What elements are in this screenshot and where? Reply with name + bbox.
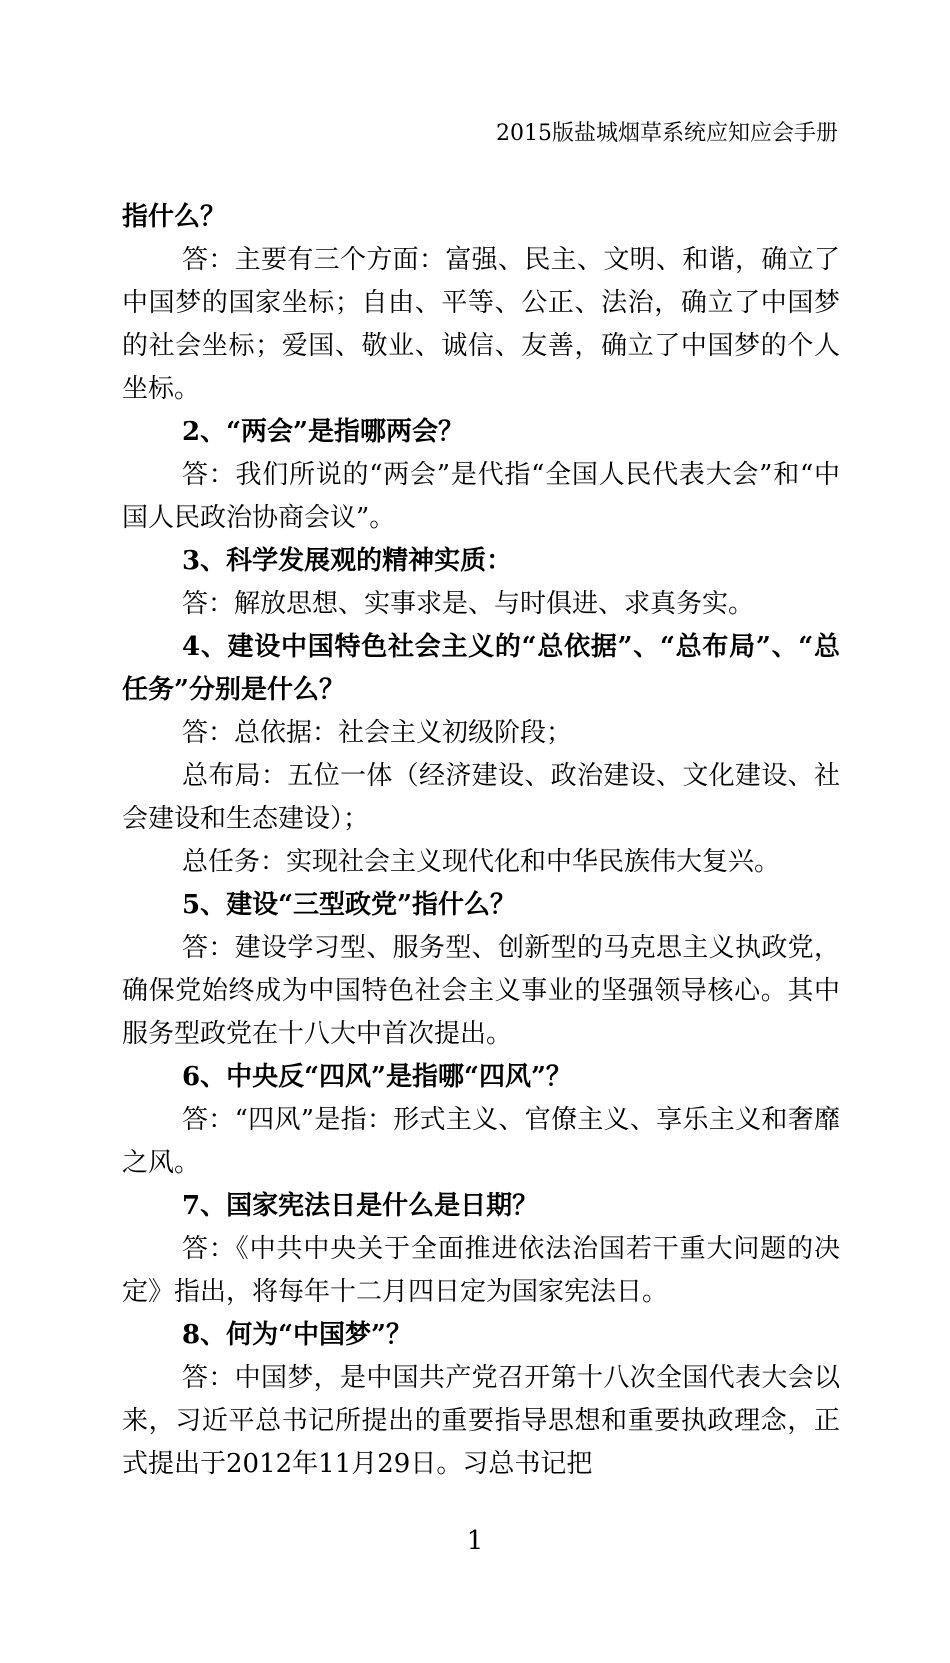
question-heading: 6、中央反“四风”是指哪“四风”？	[182, 1062, 572, 1092]
answer-paragraph: 答：建设学习型、服务型、创新型的马克思主义执政党，确保党始终成为中国特色社会主义事业的坚强领导核心。其中服务型政党在十八大中首次提出。	[122, 933, 840, 1049]
answer-paragraph: 答：中国梦，是中国共产党召开第十八次全国代表大会以来，习近平总书记所提出的重要指导思想和重要执政理念，正式提出于2012年11月29日。习总书记把	[122, 1363, 840, 1479]
answer-paragraph: 答：总依据：社会主义初级阶段；	[182, 718, 573, 748]
question-heading: 8、何为“中国梦”？	[182, 1320, 413, 1350]
answer-paragraph: 总布局：五位一体（经济建设、政治建设、文化建设、社会建设和生态建设）；	[122, 761, 840, 834]
answer-paragraph: 答：主要有三个方面：富强、民主、文明、和谐，确立了中国梦的国家坐标；自由、平等、公正、法治，确立了中国梦的社会坐标；爱国、敬业、诚信、友善，确立了中国梦的个人坐标。	[122, 245, 840, 404]
answer-paragraph: 答：解放思想、实事求是、与时俱进、求真务实。	[182, 589, 755, 619]
question-heading: 2、“两会”是指哪两会？	[182, 417, 465, 447]
answer-paragraph: 总任务：实现社会主义现代化和中华民族伟大复兴。	[182, 847, 781, 877]
question-heading: 5、建设“三型政党”指什么？	[182, 890, 517, 920]
answer-paragraph: 答：“四风”是指：形式主义、官僚主义、享乐主义和奢靡之风。	[122, 1105, 840, 1178]
answer-paragraph: 答：《中共中央关于全面推进依法治国若干重大问题的决定》指出，将每年十二月四日定为国家宪法日。	[122, 1234, 840, 1307]
page-header: 2015版盐城烟草系统应知应会手册	[496, 121, 838, 146]
page-number: 1	[466, 1526, 484, 1556]
question-heading: 4、建设中国特色社会主义的“总依据”、“总布局”、“总任务”分别是什么？	[122, 632, 840, 705]
question-heading: 7、国家宪法日是什么是日期？	[182, 1191, 539, 1221]
question-heading: 3、科学发展观的精神实质：	[182, 546, 513, 576]
answer-paragraph: 答：我们所说的“两会”是代指“全国人民代表大会”和“中国人民政治协商会议”。	[122, 460, 840, 533]
document-body	[122, 196, 840, 1486]
question-heading: 指什么？	[122, 202, 227, 232]
